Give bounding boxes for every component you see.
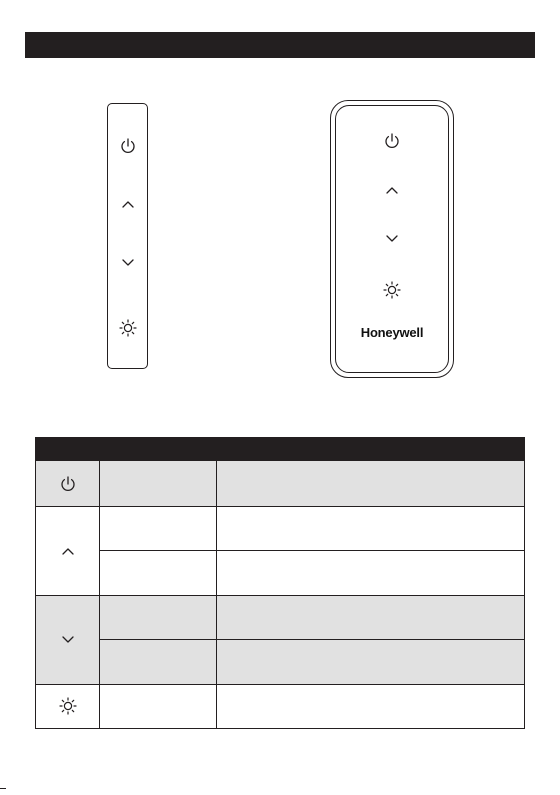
table-description-cell	[217, 640, 524, 684]
power-icon	[119, 137, 137, 155]
table-description-cell	[217, 506, 524, 550]
table-divider	[36, 595, 524, 596]
table-divider	[36, 684, 524, 685]
chevron-down-icon	[119, 254, 137, 272]
sun-icon	[119, 319, 137, 337]
chevron-up-icon	[59, 542, 77, 560]
chevron-up-icon	[119, 195, 137, 213]
table-label-cell	[100, 684, 216, 728]
page-edge-mark	[0, 788, 6, 789]
table-description-cell	[217, 595, 524, 639]
table-divider	[100, 639, 524, 640]
control-panel-strip	[107, 103, 148, 369]
table-label-cell	[100, 551, 216, 595]
table-divider	[36, 506, 524, 507]
table-icon-cell	[36, 595, 99, 684]
table-divider	[100, 550, 524, 551]
table-header-bar	[35, 437, 525, 461]
remote-control	[330, 100, 454, 378]
chevron-down-icon	[383, 230, 401, 248]
table-label-cell	[100, 640, 216, 684]
table-icon-cell	[36, 461, 99, 506]
table-label-cell	[100, 595, 216, 639]
chevron-down-icon	[59, 631, 77, 649]
table-label-cell	[100, 506, 216, 550]
sun-icon	[59, 697, 77, 715]
brand-logo-text: Honeywell	[360, 325, 424, 340]
function-table	[35, 461, 525, 729]
table-label-cell	[100, 461, 216, 506]
table-description-cell	[217, 461, 524, 506]
table-icon-cell	[36, 684, 99, 728]
table-icon-cell	[36, 506, 99, 595]
table-description-cell	[217, 551, 524, 595]
table-description-cell	[217, 684, 524, 728]
section-header-bar	[25, 32, 535, 58]
sun-icon	[383, 281, 401, 299]
power-icon	[59, 475, 77, 493]
chevron-up-icon	[383, 181, 401, 199]
power-icon	[383, 132, 401, 150]
